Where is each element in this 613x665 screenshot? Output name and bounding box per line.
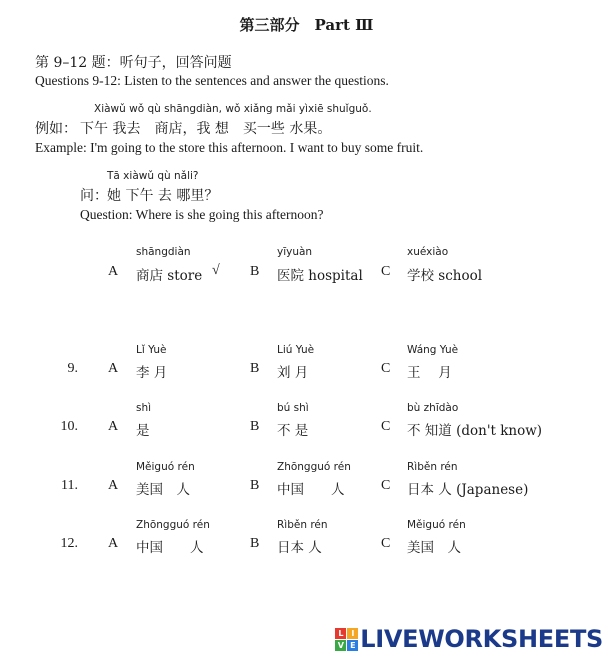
option-a-letter[interactable]: A bbox=[108, 478, 119, 493]
option-pinyin: bù zhīdào bbox=[407, 402, 459, 414]
example-option-a-pinyin: shāngdiàn bbox=[136, 246, 191, 258]
logo-block: E bbox=[347, 640, 358, 651]
option-a-text[interactable]: 中国 人 bbox=[136, 540, 204, 556]
instruction-chinese: 第 9–12 题：听句子，回答问题 bbox=[35, 55, 232, 71]
option-pinyin: Liú Yuè bbox=[277, 344, 315, 356]
option-a-text[interactable]: 李 月 bbox=[136, 365, 168, 381]
page-title: 第三部分 Part Ⅲ bbox=[239, 16, 374, 34]
question-number: 12. bbox=[60, 536, 78, 551]
question-number: 11. bbox=[61, 478, 78, 493]
option-pinyin: Lǐ Yuè bbox=[136, 344, 167, 356]
option-b-letter[interactable]: B bbox=[250, 536, 260, 551]
option-b-text[interactable]: 不 是 bbox=[277, 423, 309, 439]
option-pinyin: Zhōngguó rén bbox=[136, 519, 210, 531]
logo-blocks-icon bbox=[335, 628, 358, 651]
option-b-letter[interactable]: B bbox=[250, 478, 260, 493]
question-english: Question: Where is she going this afternoon? bbox=[80, 207, 324, 222]
option-b-text[interactable]: 刘 月 bbox=[277, 365, 309, 381]
instruction-english: Questions 9-12: Listen to the sentences and answer the questions. bbox=[35, 73, 389, 88]
option-b-letter[interactable]: B bbox=[250, 361, 260, 376]
option-c-text[interactable]: 日本 人 (Japanese) bbox=[407, 482, 529, 498]
example-option-b-letter: B bbox=[250, 264, 260, 279]
option-pinyin: Měiguó rén bbox=[407, 519, 466, 531]
option-a-letter[interactable]: A bbox=[108, 536, 119, 551]
logo-block: I bbox=[347, 628, 358, 639]
logo-block: V bbox=[335, 640, 346, 651]
option-c-text[interactable]: 王 月 bbox=[407, 365, 452, 381]
option-pinyin: Wáng Yuè bbox=[407, 344, 459, 356]
logo-text: LIVEWORKSHEETS bbox=[360, 625, 603, 653]
check-mark-icon: √ bbox=[212, 263, 220, 278]
example-option-c-letter: C bbox=[381, 264, 391, 279]
logo-block: L bbox=[335, 628, 346, 639]
example-option-c-pinyin: xuéxiào bbox=[407, 246, 449, 258]
example-option-b-text: 医院 hospital bbox=[277, 268, 363, 284]
example-sentence-english: Example: I'm going to the store this afternoon. I want to buy some fruit. bbox=[35, 140, 424, 155]
example-option-c-text: 学校 school bbox=[407, 268, 483, 284]
option-c-letter[interactable]: C bbox=[381, 361, 391, 376]
example-option-a-text: 商店 store bbox=[136, 268, 203, 284]
example-pinyin: Xiàwǔ wǒ qù shāngdiàn, wǒ xiǎng mǎi yìxiē shuǐguǒ. bbox=[94, 103, 372, 115]
example-option-b-pinyin: yīyuàn bbox=[277, 246, 313, 258]
option-a-text[interactable]: 美国 人 bbox=[136, 482, 190, 498]
option-pinyin: Rìběn rén bbox=[407, 461, 458, 473]
option-b-text[interactable]: 中国 人 bbox=[277, 482, 345, 498]
example-option-a-letter: A bbox=[108, 264, 119, 279]
liveworksheets-logo bbox=[335, 625, 603, 653]
option-pinyin: bú shì bbox=[277, 402, 309, 414]
question-number: 10. bbox=[60, 419, 78, 434]
option-pinyin: Rìběn rén bbox=[277, 519, 328, 531]
example-sentence-chinese: 下午 我去 商店，我 想 买一些 水果。 bbox=[80, 121, 332, 137]
option-c-letter[interactable]: C bbox=[381, 536, 391, 551]
question-label: 问： bbox=[80, 188, 108, 204]
option-pinyin: shì bbox=[136, 402, 152, 414]
option-a-letter[interactable]: A bbox=[108, 361, 119, 376]
option-a-text[interactable]: 是 bbox=[136, 423, 150, 439]
question-number: 9. bbox=[67, 361, 78, 376]
option-pinyin: Zhōngguó rén bbox=[277, 461, 351, 473]
question-chinese: 她 下午 去 哪里？ bbox=[107, 188, 219, 204]
option-b-text[interactable]: 日本 人 bbox=[277, 540, 322, 556]
option-c-text[interactable]: 美国 人 bbox=[407, 540, 461, 556]
option-a-letter[interactable]: A bbox=[108, 419, 119, 434]
option-pinyin: Měiguó rén bbox=[136, 461, 195, 473]
option-b-letter[interactable]: B bbox=[250, 419, 260, 434]
example-label: 例如： bbox=[35, 121, 77, 137]
option-c-text[interactable]: 不 知道 (don't know) bbox=[407, 423, 543, 439]
option-c-letter[interactable]: C bbox=[381, 478, 391, 493]
option-c-letter[interactable]: C bbox=[381, 419, 391, 434]
question-pinyin: Tā xiàwǔ qù nǎli? bbox=[107, 170, 199, 182]
